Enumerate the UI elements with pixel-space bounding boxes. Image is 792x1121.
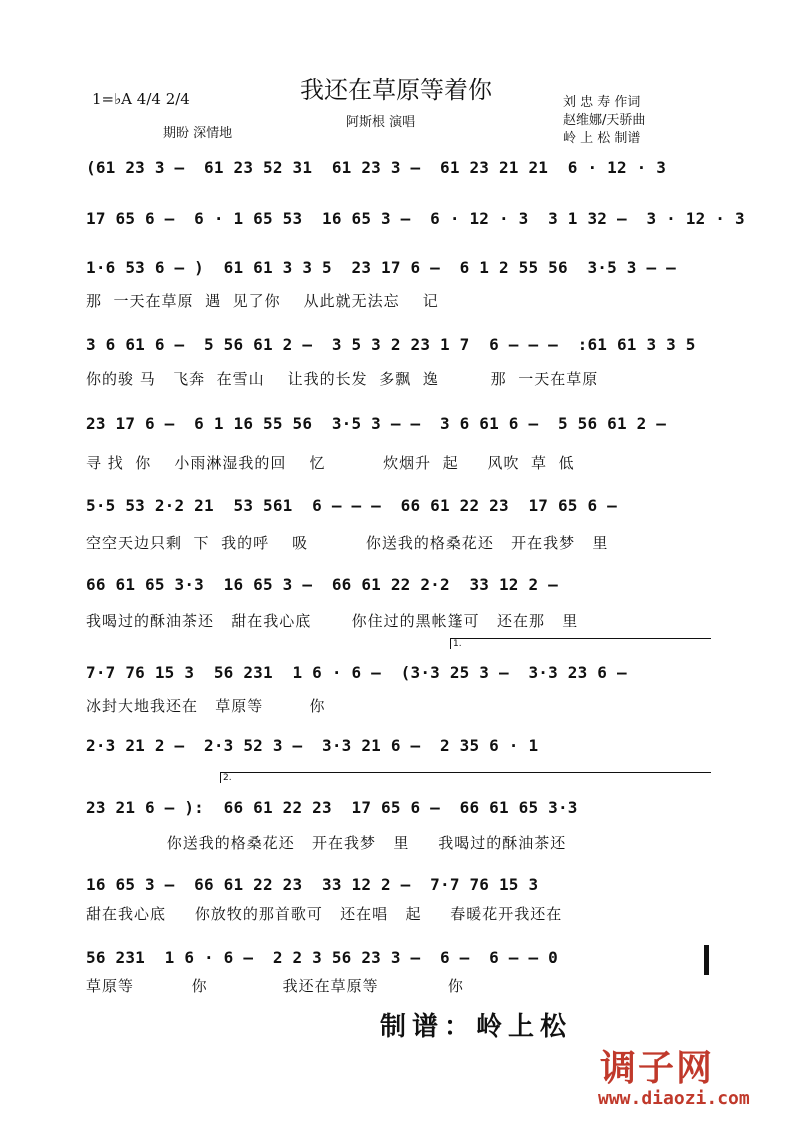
mood-marking: 期盼 深情地	[163, 126, 233, 141]
score-row	[86, 575, 712, 601]
lyric-line: 我喝过的酥油茶还 甜在我心底 你住过的黑帐篷可 还在那 里	[86, 612, 579, 630]
site-url: www.diaozi.com	[598, 1088, 750, 1109]
lyric-line: 你送我的格桑花还 开在我梦 里 我喝过的酥油茶还	[86, 834, 567, 852]
notation-line: 3 6 61 6 – 5 56 61 2 – 3 5 3 2 23 1 7 6 – – – :61 61 3 3 5	[86, 335, 696, 354]
arranger-credit: 岭 上 松 制谱	[563, 131, 641, 146]
notation-line: 7·7 76 15 3 56 231 1 6 · 6 – (3·3 25 3 – 3·3 23 6 –	[86, 663, 627, 682]
credits	[563, 94, 645, 148]
final-barline	[704, 945, 709, 975]
lyric-line: 甜在我心底 你放牧的那首歌可 还在唱 起 春暖花开我还在	[86, 905, 563, 923]
score-row	[86, 414, 712, 440]
composer-credit: 赵维娜/天骄曲	[563, 113, 646, 128]
site-logo: 调子网	[600, 1048, 715, 1089]
song-title: 我还在草原等着你	[300, 76, 492, 104]
score-row	[86, 209, 745, 235]
score-row	[86, 496, 712, 522]
notation-line: 17 65 6 – 6 · 1 65 53 16 65 3 – 6 · 12 · 3 3 1 32 – 3 · 12 · 3	[86, 209, 745, 228]
score-row	[86, 948, 712, 974]
lyric-line: 冰封大地我还在 草原等 你	[86, 697, 326, 715]
lyric-line: 草原等 你 我还在草原等 你	[86, 977, 464, 995]
lyric-line: 空空天边只剩 下 我的呼 吸 你送我的格桑花还 开在我梦 里	[86, 534, 609, 552]
volta-first-ending: 1.	[450, 638, 711, 649]
notation-line: 2·3 21 2 – 2·3 52 3 – 3·3 21 6 – 2 35 6 · 1	[86, 736, 539, 755]
notation-line: 5·5 53 2·2 21 53 561 6 – – – 66 61 22 23 17 65 6 –	[86, 496, 617, 515]
notation-line: 23 21 6 – ): 66 61 22 23 17 65 6 – 66 61 65 3·3	[86, 798, 578, 817]
key-signature: 1=♭A 4/4 2/4	[92, 90, 190, 108]
score-row	[86, 335, 712, 361]
score-row	[86, 158, 712, 184]
lyric-line: 寻 找 你 小雨淋湿我的回 忆 炊烟升 起 风吹 草 低	[86, 454, 575, 472]
score-row	[86, 258, 712, 284]
singer-credit: 阿斯根 演唱	[346, 115, 416, 130]
notation-line: 66 61 65 3·3 16 65 3 – 66 61 22 2·2 33 12 2 –	[86, 575, 558, 594]
volta-second-ending: 2.	[220, 772, 711, 783]
score-row	[86, 798, 712, 824]
score-row	[86, 663, 712, 689]
score-row	[86, 875, 712, 901]
score-row	[86, 736, 712, 762]
notation-line: 23 17 6 – 6 1 16 55 56 3·5 3 – – 3 6 61 6 – 5 56 61 2 –	[86, 414, 667, 433]
notation-line: 16 65 3 – 66 61 22 23 33 12 2 – 7·7 76 15 3	[86, 875, 539, 894]
lyric-line: 你的骏 马 飞奔 在雪山 让我的长发 多飘 逸 那 一天在草原	[86, 370, 599, 388]
notation-line: 1·6 53 6 – ) 61 61 3 3 5 23 17 6 – 6 1 2 55 56 3·5 3 – –	[86, 258, 676, 277]
notation-line: (61 23 3 – 61 23 52 31 61 23 3 – 61 23 21 21 6 · 12 · 3	[86, 158, 667, 177]
lyricist-credit: 刘 忠 寿 作词	[563, 95, 641, 110]
lyric-line: 那 一天在草原 遇 见了你 从此就无法忘 记	[86, 292, 439, 310]
arranger-signature: 制谱：岭上松	[380, 1012, 573, 1042]
notation-line: 56 231 1 6 · 6 – 2 2 3 56 23 3 – 6 – 6 – – 0	[86, 948, 558, 967]
